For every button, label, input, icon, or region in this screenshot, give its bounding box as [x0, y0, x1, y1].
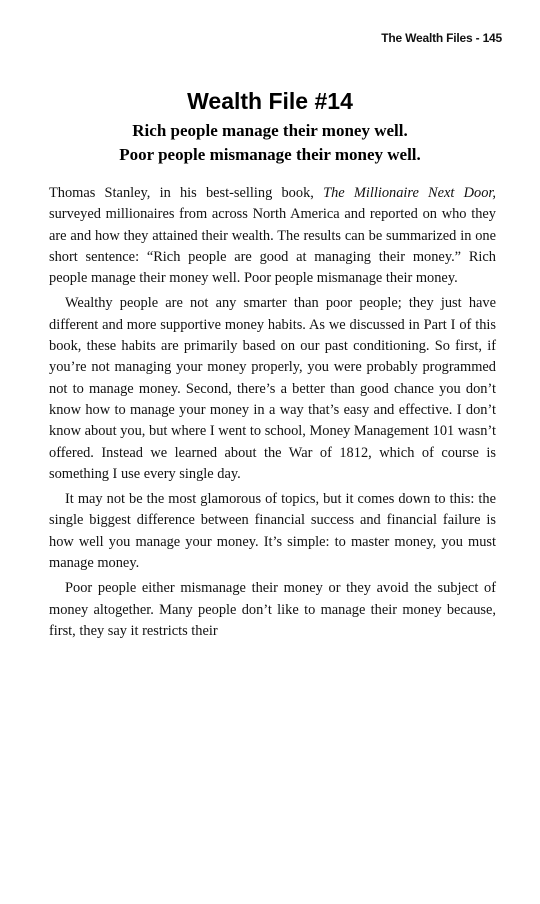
book-title: The Millionaire Next Door,	[323, 185, 496, 201]
running-head: The Wealth Files - 145	[381, 31, 502, 45]
paragraph-1-rest: surveyed millionaires from across North America and reported on who they are and how they attained their wealth. The results can be summarized in one short sentence: “Rich people are good at managing their money.” Rich people manage their money well. Poor people mismanage their money.	[49, 206, 496, 287]
paragraph-3: It may not be the most glamorous of topics, but it comes down to this: the single biggest difference between financial success and financial failure is how well you manage your money. It’s simple: to master money, you must manage money.	[49, 491, 496, 572]
chapter-subtitle-line-2: Poor people mismanage their money well.	[119, 145, 421, 164]
paragraph-1	[49, 183, 496, 289]
paragraph-1-intro: Thomas Stanley, in his best-selling book,	[49, 185, 324, 201]
paragraph-2: Wealthy people are not any smarter than poor people; they just have different and more supportive money habits. As we discussed in Part I of this book, these habits are primarily based on our past conditioning. So first, if you’re not managing your money properly, you were probably programmed not to manage money. Second, there’s a better than good chance you don’t know how to manage your money in a way that’s easy and effective. I don’t know about you, but where I went to school, Money Management 101 wasn’t offered. Instead we learned about the War of 1812, which of course is something I use every single day.	[49, 295, 496, 482]
paragraph-4: Poor people either mismanage their money or they avoid the subject of money altogether. Many people don’t like to manage their money because, first, they say it restricts their	[49, 580, 496, 639]
chapter-title: Wealth File #14	[187, 88, 353, 114]
body-text	[49, 183, 496, 646]
chapter-subtitle-line-1: Rich people manage their money well.	[132, 121, 408, 140]
